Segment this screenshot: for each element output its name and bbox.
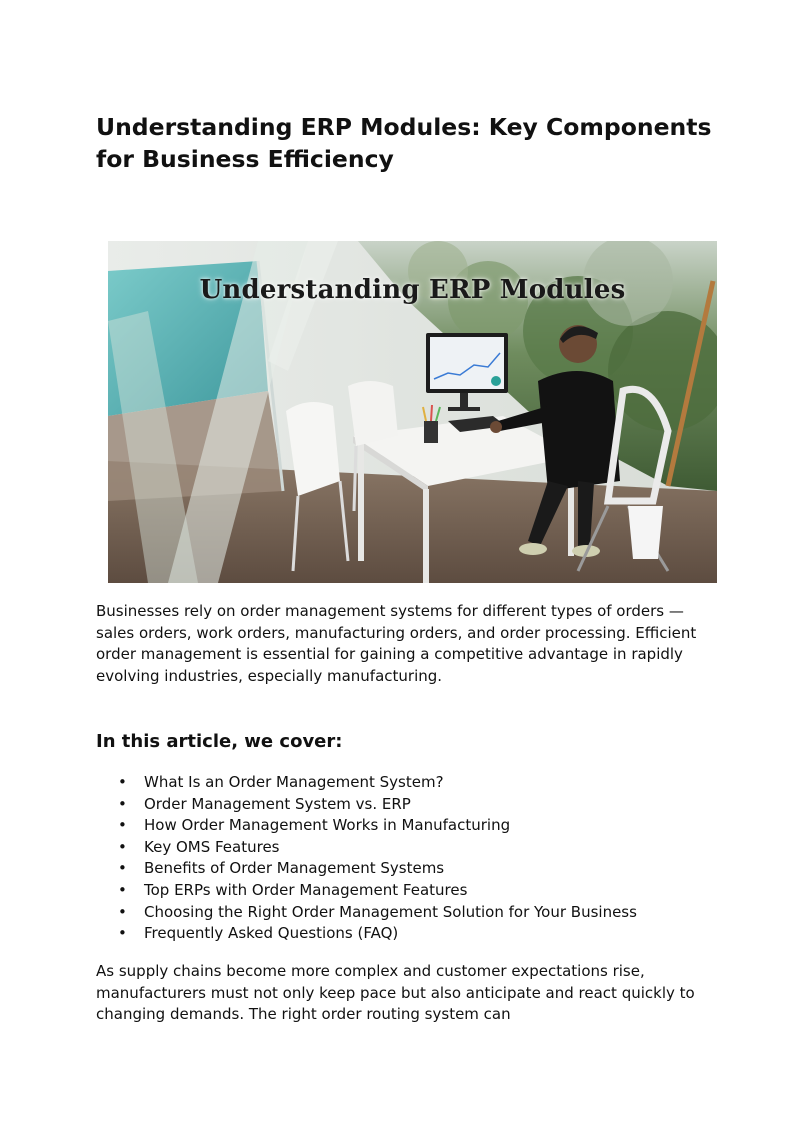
- bullet-icon: •: [118, 837, 127, 856]
- toc-item-label: Top ERPs with Order Management Features: [144, 880, 468, 899]
- toc-list: [118, 772, 718, 945]
- toc-item-label: Benefits of Order Management Systems: [144, 859, 445, 878]
- bullet-icon: •: [118, 902, 127, 921]
- bullet-icon: •: [118, 773, 127, 791]
- hero-overlay-title: Understanding ERP Modules: [199, 275, 626, 305]
- bullet-icon: •: [118, 880, 127, 899]
- bullet-icon: •: [118, 859, 127, 878]
- intro-paragraph: Businesses rely on order management systems for different types of orders — sales orders, work orders, manufacturing orders, and order processing. Efficient order management is essential for gaining a competitive advantage in rapidly evolving industries, especially manufacturing.: [96, 602, 697, 685]
- list-item: [118, 837, 718, 859]
- hero-image: [108, 241, 717, 583]
- toc-item-label: Frequently Asked Questions (FAQ): [144, 924, 399, 943]
- list-item: [118, 880, 718, 902]
- list-item: [118, 858, 718, 880]
- closing-paragraph: As supply chains become more complex and customer expectations rise, manufacturers must not only keep pace but also anticipate and react quickly to changing demands. The right order routing system can: [96, 962, 695, 1024]
- bullet-icon: •: [118, 794, 127, 813]
- list-item: [118, 794, 718, 816]
- bullet-icon: •: [118, 924, 127, 943]
- toc-item-label: Key OMS Features: [144, 837, 280, 856]
- toc-item-label: Choosing the Right Order Management Solution for Your Business: [144, 902, 637, 921]
- toc-heading: In this article, we cover:: [96, 731, 343, 752]
- list-item: [118, 923, 718, 945]
- list-item: [118, 815, 718, 837]
- article-title: Understanding ERP Modules: Key Components for Business Efficiency: [96, 113, 712, 173]
- toc-item-label: Order Management System vs. ERP: [144, 794, 411, 813]
- toc-item-label: How Order Management Works in Manufacturing: [144, 816, 511, 835]
- bullet-icon: •: [118, 816, 127, 835]
- list-item: [118, 902, 718, 924]
- list-item: [118, 772, 718, 794]
- toc-item-label: What Is an Order Management System?: [144, 773, 444, 791]
